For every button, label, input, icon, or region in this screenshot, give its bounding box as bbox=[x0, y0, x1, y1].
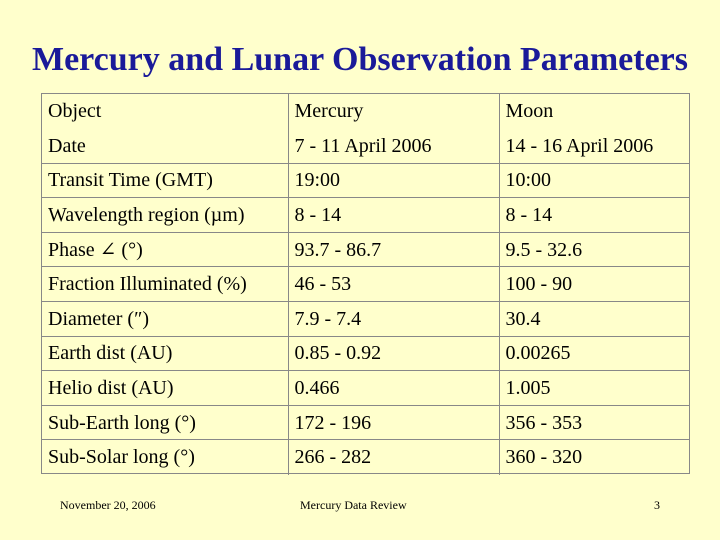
slide-number: 3 bbox=[654, 498, 660, 512]
parameter-cell: Transit Time (GMT) bbox=[48, 169, 213, 192]
table-header-row bbox=[42, 94, 689, 129]
parameter-cell: Diameter (″) bbox=[48, 307, 150, 330]
mercury-cell: 7.9 - 7.4 bbox=[288, 302, 499, 337]
parameter-cell: Helio dist (AU) bbox=[48, 377, 174, 400]
footer-title: Mercury Data Review bbox=[300, 498, 407, 512]
parameter-cell: Phase ∠ (°) bbox=[48, 238, 143, 261]
parameter-cell: Wavelength region (µm) bbox=[48, 204, 245, 227]
parameter-cell: Object bbox=[48, 100, 102, 123]
parameter-cell: Sub-Solar long (°) bbox=[48, 446, 195, 469]
slide-title: Mercury and Lunar Observation Parameters bbox=[32, 41, 688, 78]
mercury-cell: 0.85 - 0.92 bbox=[288, 336, 499, 371]
moon-cell: Moon bbox=[499, 94, 689, 129]
footer-date: November 20, 2006 bbox=[60, 498, 156, 512]
table-row bbox=[42, 198, 689, 233]
parameter-cell: Fraction Illuminated (%) bbox=[48, 273, 247, 296]
mercury-cell: Mercury bbox=[288, 94, 499, 129]
moon-cell: 0.00265 bbox=[499, 336, 689, 371]
mercury-cell: 266 - 282 bbox=[288, 440, 499, 475]
mercury-cell: 93.7 - 86.7 bbox=[288, 232, 499, 267]
moon-cell: 30.4 bbox=[499, 302, 689, 337]
table-row bbox=[42, 232, 689, 267]
table-row bbox=[42, 129, 689, 164]
parameter-cell: Date bbox=[48, 134, 86, 157]
table-row bbox=[42, 440, 689, 475]
table-row bbox=[42, 405, 689, 440]
mercury-cell: 0.466 bbox=[288, 371, 499, 406]
parameters-table-body bbox=[42, 94, 689, 475]
table-row bbox=[42, 336, 689, 371]
moon-cell: 9.5 - 32.6 bbox=[499, 232, 689, 267]
mercury-cell: 8 - 14 bbox=[288, 198, 499, 233]
parameter-cell: Earth dist (AU) bbox=[48, 342, 173, 365]
mercury-cell: 7 - 11 April 2006 bbox=[288, 129, 499, 164]
moon-cell: 360 - 320 bbox=[499, 440, 689, 475]
mercury-cell: 172 - 196 bbox=[288, 405, 499, 440]
moon-cell: 356 - 353 bbox=[499, 405, 689, 440]
table-row bbox=[42, 302, 689, 337]
mercury-cell: 19:00 bbox=[288, 163, 499, 198]
table-row bbox=[42, 267, 689, 302]
parameter-cell: Sub-Earth long (°) bbox=[48, 411, 196, 434]
moon-cell: 100 - 90 bbox=[499, 267, 689, 302]
table-row bbox=[42, 371, 689, 406]
moon-cell: 1.005 bbox=[499, 371, 689, 406]
moon-cell: 14 - 16 April 2006 bbox=[499, 129, 689, 164]
table-row bbox=[42, 163, 689, 198]
parameters-table bbox=[41, 93, 690, 474]
moon-cell: 8 - 14 bbox=[499, 198, 689, 233]
mercury-cell: 46 - 53 bbox=[288, 267, 499, 302]
moon-cell: 10:00 bbox=[499, 163, 689, 198]
